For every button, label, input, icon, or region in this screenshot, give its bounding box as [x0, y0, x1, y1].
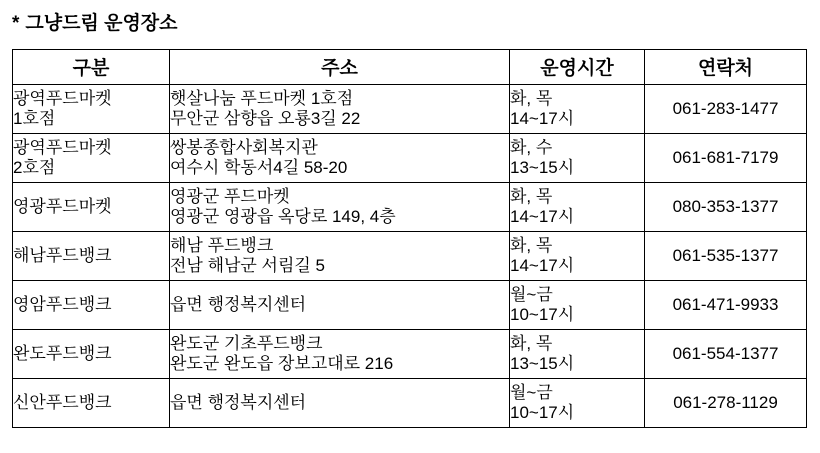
cell-hours — [510, 232, 645, 281]
page-title — [12, 8, 810, 35]
cell-division — [13, 85, 170, 134]
column-header-tel: 연락처 — [645, 50, 807, 85]
division-line: 해남푸드뱅크 — [13, 246, 112, 265]
hours-line: 10~17시 — [510, 305, 575, 324]
column-header-hours: 운영시간 — [510, 50, 645, 85]
hours-line: 14~17시 — [510, 207, 575, 226]
address-line: 햇살나눔 푸드마켓 1호점 — [170, 89, 354, 108]
table-header-row — [13, 50, 807, 85]
division-line: 영광푸드마켓 — [13, 197, 112, 216]
hours-line: 14~17시 — [510, 256, 575, 275]
hours-line: 월~금 — [510, 285, 553, 304]
hours-line: 13~15시 — [510, 354, 575, 373]
table-row — [13, 134, 807, 183]
venue-table — [12, 49, 807, 428]
cell-address — [170, 183, 510, 232]
division-line: 2호점 — [13, 158, 56, 177]
table-row — [13, 330, 807, 379]
address-line: 영광군 푸드마켓 — [170, 187, 290, 206]
hours-line: 14~17시 — [510, 109, 575, 128]
cell-division — [13, 281, 170, 330]
cell-hours — [510, 281, 645, 330]
cell-address — [170, 330, 510, 379]
address-line: 해남 푸드뱅크 — [170, 236, 274, 255]
cell-address — [170, 379, 510, 428]
hours-line: 월~금 — [510, 383, 553, 402]
title-bullet-marker: * — [12, 13, 20, 34]
address-line: 쌍봉종합사회복지관 — [170, 138, 318, 157]
cell-division — [13, 330, 170, 379]
table-body — [13, 85, 807, 428]
address-line: 완도군 완도읍 장보고대로 216 — [170, 354, 394, 373]
cell-hours — [510, 85, 645, 134]
cell-hours — [510, 183, 645, 232]
address-line: 읍면 행정복지센터 — [170, 295, 307, 314]
address-line: 여수시 학동서4길 58-20 — [170, 158, 348, 177]
table-row — [13, 183, 807, 232]
cell-hours — [510, 330, 645, 379]
hours-line: 10~17시 — [510, 403, 575, 422]
division-line: 신안푸드뱅크 — [13, 393, 112, 412]
address-line: 전남 해남군 서림길 5 — [170, 256, 325, 275]
cell-hours — [510, 379, 645, 428]
column-header-address: 주소 — [170, 50, 510, 85]
page-title-text: 그냥드림 운영장소 — [25, 13, 178, 34]
division-line: 영암푸드뱅크 — [13, 295, 112, 314]
address-line: 영광군 영광읍 옥당로 149, 4층 — [170, 207, 396, 226]
cell-telephone: 061-278-1129 — [645, 379, 807, 428]
cell-address — [170, 281, 510, 330]
hours-line: 화, 목 — [510, 89, 553, 108]
address-line: 완도군 기초푸드뱅크 — [170, 334, 323, 353]
cell-address — [170, 134, 510, 183]
table-row — [13, 281, 807, 330]
hours-line: 화, 목 — [510, 236, 553, 255]
division-line: 1호점 — [13, 109, 56, 128]
hours-line: 13~15시 — [510, 158, 575, 177]
cell-division — [13, 232, 170, 281]
hours-line: 화, 수 — [510, 138, 553, 157]
table-row — [13, 232, 807, 281]
cell-telephone: 061-471-9933 — [645, 281, 807, 330]
address-line: 무안군 삼향읍 오룡3길 22 — [170, 109, 361, 128]
cell-telephone: 061-681-7179 — [645, 134, 807, 183]
address-line: 읍면 행정복지센터 — [170, 393, 307, 412]
division-line: 광역푸드마켓 — [13, 89, 112, 108]
table-row — [13, 85, 807, 134]
table-row — [13, 379, 807, 428]
cell-telephone: 080-353-1377 — [645, 183, 807, 232]
cell-division — [13, 134, 170, 183]
hours-line: 화, 목 — [510, 334, 553, 353]
cell-telephone: 061-535-1377 — [645, 232, 807, 281]
cell-division — [13, 379, 170, 428]
division-line: 완도푸드뱅크 — [13, 344, 112, 363]
division-line: 광역푸드마켓 — [13, 138, 112, 157]
column-header-division: 구분 — [13, 50, 170, 85]
cell-telephone: 061-554-1377 — [645, 330, 807, 379]
cell-hours — [510, 134, 645, 183]
hours-line: 화, 목 — [510, 187, 553, 206]
cell-telephone: 061-283-1477 — [645, 85, 807, 134]
cell-division — [13, 183, 170, 232]
table-header — [13, 50, 807, 85]
cell-address — [170, 85, 510, 134]
cell-address — [170, 232, 510, 281]
